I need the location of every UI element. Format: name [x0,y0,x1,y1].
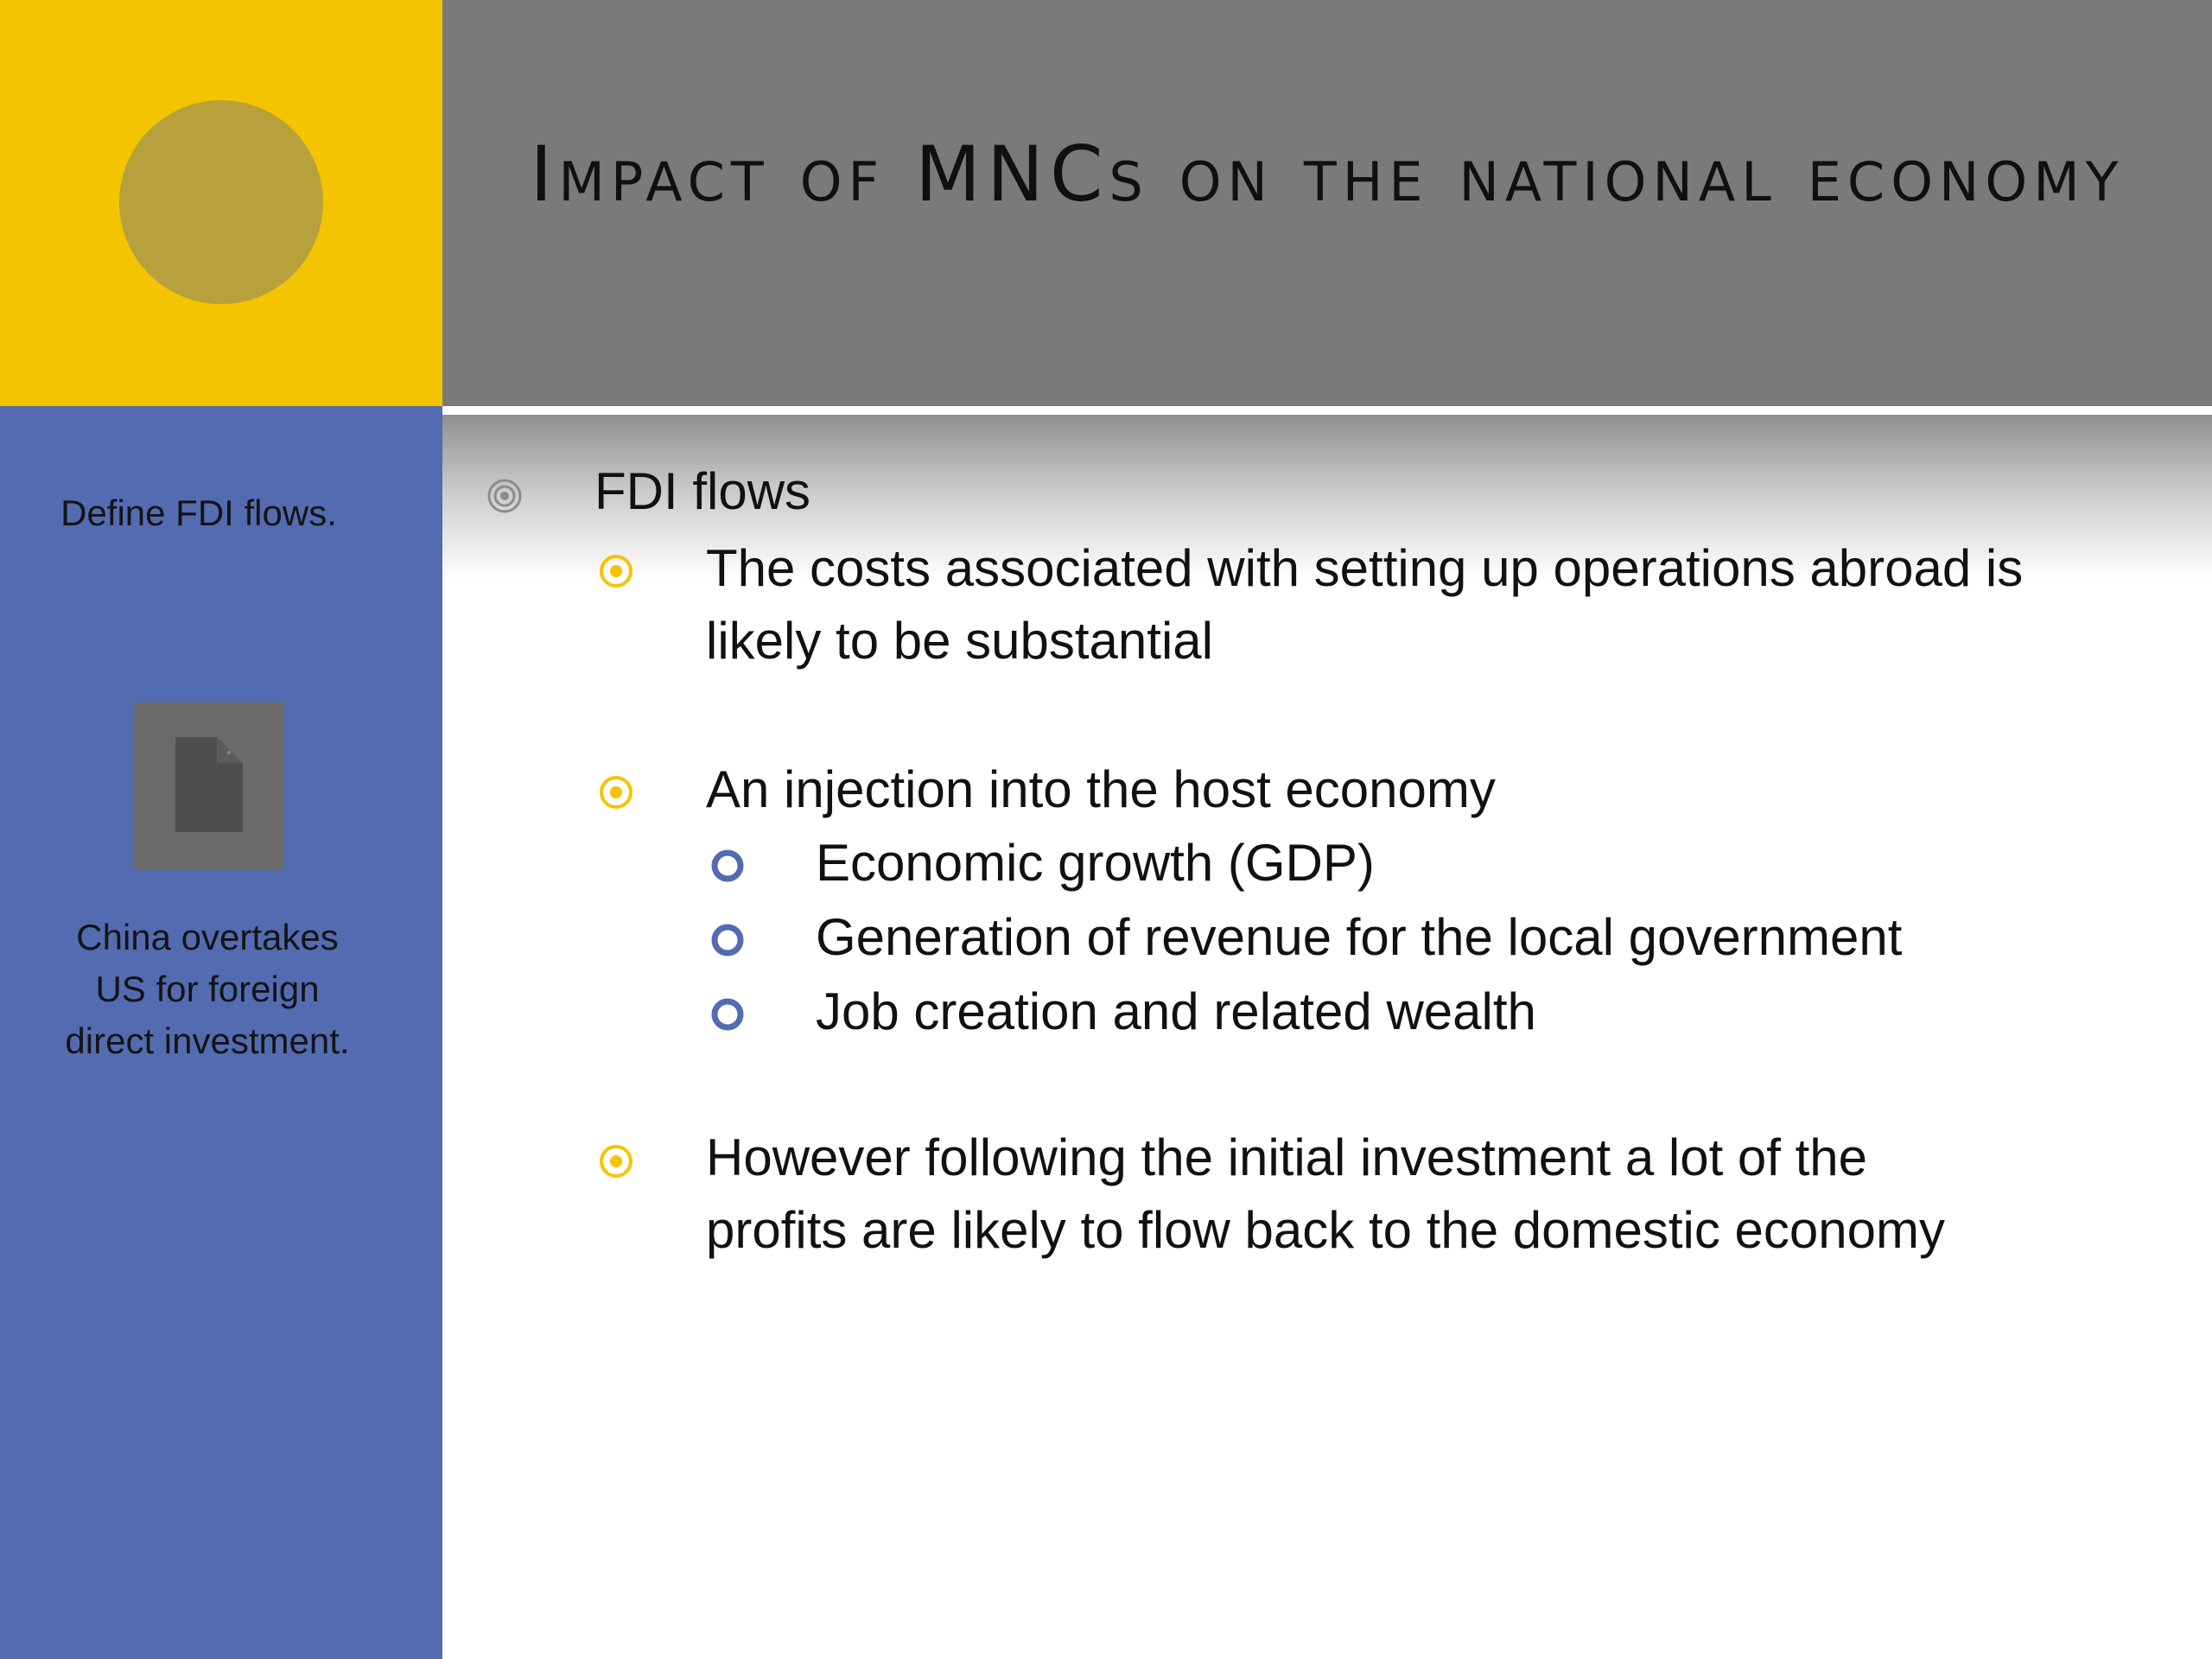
point-costs-line-1: The costs associated with setting up operations abroad is [706,539,2024,597]
target-bullet-icon [486,477,524,515]
yellow-bullet-icon [598,774,634,810]
sidebar-note-define: Define FDI flows. [60,493,337,533]
decorative-circle [119,100,323,304]
corner-panel [0,0,442,406]
sidebar-note-china-line-1: China overtakes [76,917,339,957]
title-divider [442,406,2212,415]
point-profits-line-2: profits are likely to flow back to the domestic economy [706,1201,1945,1259]
yellow-bullet-icon [598,1143,634,1179]
embedded-file[interactable] [134,702,284,870]
document-icon [175,737,243,832]
yellow-bullet-icon [598,553,634,589]
point-injection: An injection into the host economy [706,760,1496,818]
title-bar [442,0,2212,406]
sidebar-note-china-line-2: US for foreign [95,969,320,1009]
point-costs-line-2: likely to be substantial [706,612,1213,670]
slide-content [442,415,2212,1659]
blue-ring-bullet-icon [709,995,747,1033]
blue-ring-bullet-icon [709,921,747,959]
heading-fdi-flows: FDI flows [594,462,811,520]
sub-point-revenue: Generation of revenue for the local government [816,908,1903,966]
point-profits-line-1: However following the initial investment a lot of the [706,1128,1868,1186]
slide-title: Impact of MNCs on the national economy [530,130,2125,219]
sub-point-jobs: Job creation and related wealth [816,982,1536,1040]
point-costs [706,532,2023,677]
sub-point-growth: Economic growth (GDP) [816,834,1375,892]
sidebar [0,406,442,1659]
sidebar-note-china [17,912,397,1067]
sidebar-note-china-line-3: direct investment. [65,1020,350,1061]
blue-ring-bullet-icon [709,847,747,885]
point-profits [706,1122,1945,1267]
